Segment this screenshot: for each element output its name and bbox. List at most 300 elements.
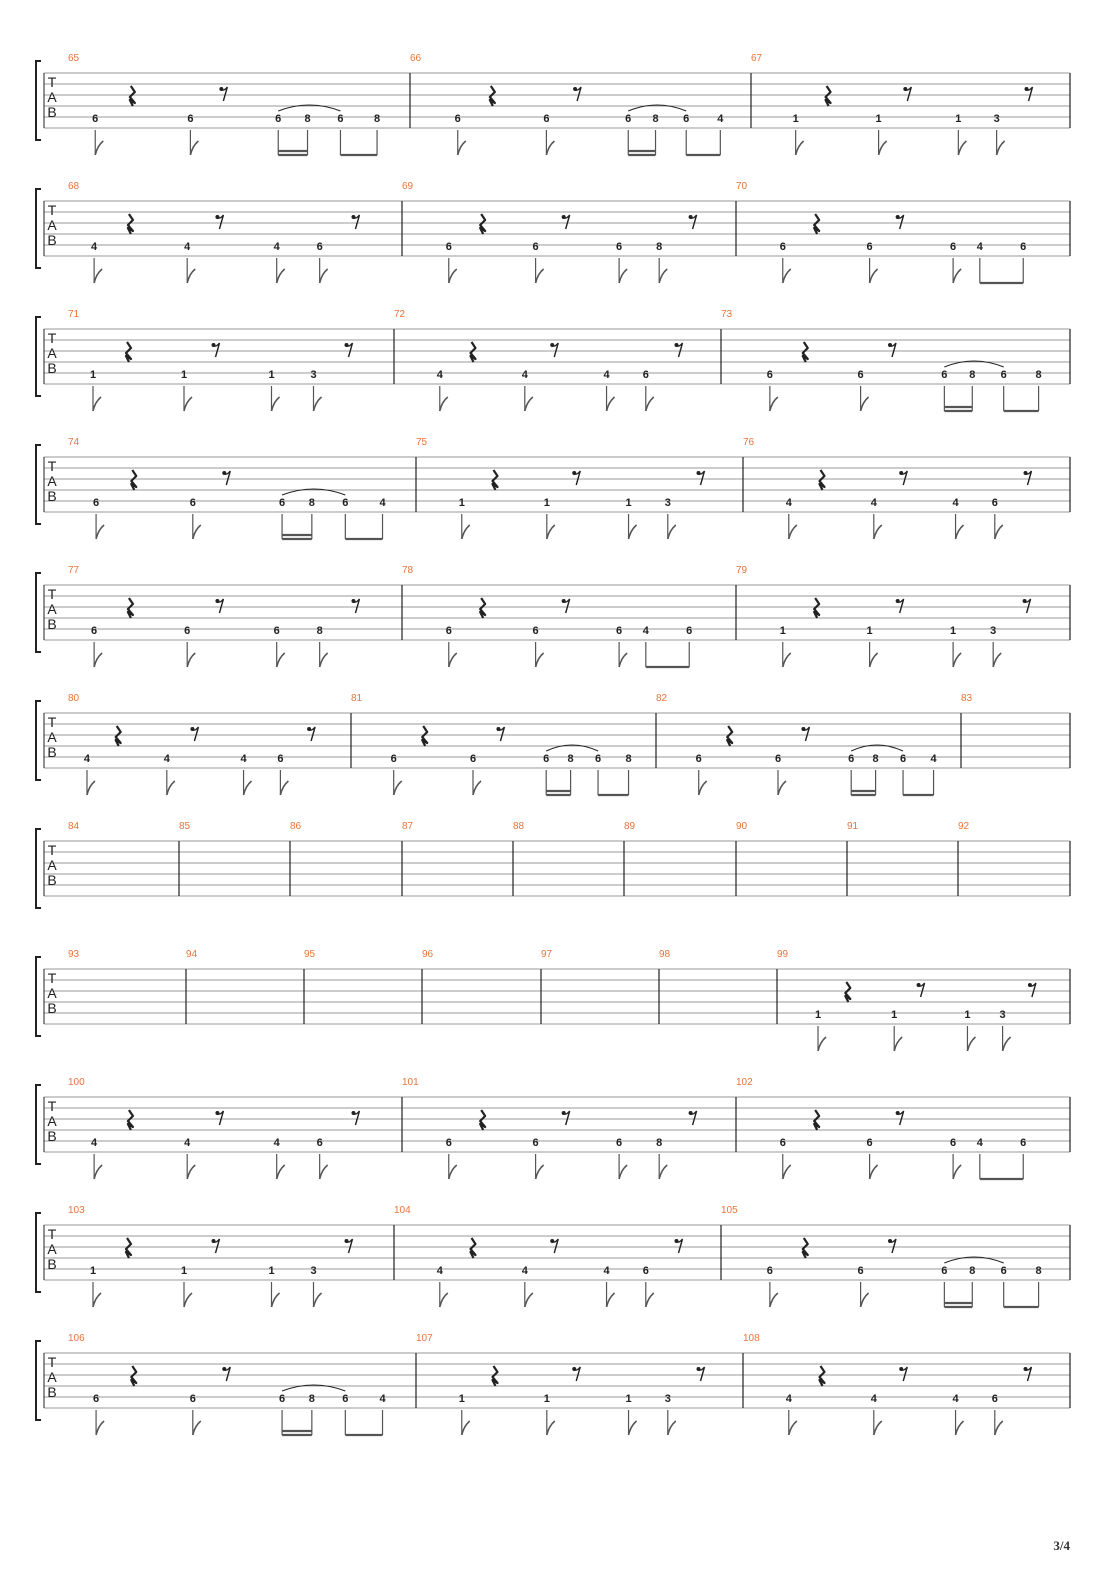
measure-number: 91 bbox=[847, 821, 859, 832]
measure-number: 76 bbox=[743, 437, 755, 448]
fret-number: 1 bbox=[543, 1393, 550, 1405]
measure-number: 100 bbox=[68, 1077, 85, 1088]
fret-number: 8 bbox=[625, 753, 632, 765]
note-flag bbox=[95, 141, 103, 155]
fret-number: 6 bbox=[532, 1137, 539, 1149]
quarter-rest bbox=[128, 214, 133, 234]
note-flag bbox=[796, 141, 804, 155]
fret-number: 3 bbox=[664, 497, 671, 509]
note-flag bbox=[93, 397, 101, 411]
note-flag bbox=[320, 269, 328, 283]
quarter-rest bbox=[826, 86, 831, 106]
fret-number: 3 bbox=[310, 1265, 317, 1277]
fret-number: 1 bbox=[543, 497, 550, 509]
measure-number: 101 bbox=[402, 1077, 419, 1088]
note-flag bbox=[314, 397, 322, 411]
fret-number: 6 bbox=[189, 1393, 196, 1405]
measure-number: 102 bbox=[736, 1077, 753, 1088]
fret-number: 1 bbox=[779, 625, 786, 637]
fret-number: 8 bbox=[308, 1393, 315, 1405]
note-flag bbox=[94, 653, 102, 667]
fret-number: 1 bbox=[268, 1265, 275, 1277]
measure bbox=[541, 949, 553, 960]
measure bbox=[394, 309, 682, 411]
fret-number: 6 bbox=[686, 625, 693, 637]
note-flag bbox=[770, 1293, 778, 1307]
tab-clef-letter: T bbox=[47, 586, 57, 602]
fret-number: 4 bbox=[379, 1393, 386, 1405]
measure-number: 108 bbox=[743, 1333, 760, 1344]
measure-number: 81 bbox=[351, 693, 363, 704]
quarter-rest bbox=[480, 1110, 485, 1130]
note-flag bbox=[462, 1421, 470, 1435]
note-flag bbox=[87, 781, 95, 795]
fret-number: 1 bbox=[458, 1393, 465, 1405]
fret-number: 4 bbox=[379, 497, 386, 509]
system-bracket bbox=[36, 445, 41, 524]
tab-clef-letter: B bbox=[47, 1128, 57, 1144]
tab-clef-letter: T bbox=[47, 1226, 57, 1242]
fret-number: 6 bbox=[93, 1393, 100, 1405]
measure bbox=[68, 437, 386, 539]
fret-number: 8 bbox=[969, 369, 976, 381]
fret-number: 1 bbox=[814, 1009, 822, 1021]
fret-number: 8 bbox=[652, 113, 659, 125]
tab-clef-letter: A bbox=[47, 601, 57, 617]
fret-number: 1 bbox=[625, 497, 632, 509]
measure bbox=[402, 181, 697, 283]
measure bbox=[402, 821, 414, 832]
fret-number: 3 bbox=[990, 625, 997, 637]
fret-number: 6 bbox=[342, 1393, 349, 1405]
fret-number: 4 bbox=[603, 369, 610, 381]
measure bbox=[351, 693, 632, 795]
system bbox=[36, 1077, 1070, 1179]
fret-number: 6 bbox=[616, 241, 623, 253]
measure-number: 99 bbox=[777, 949, 789, 960]
fret-number: 4 bbox=[952, 497, 959, 509]
fret-number: 6 bbox=[950, 241, 957, 253]
fret-number: 6 bbox=[275, 113, 282, 125]
measure bbox=[68, 309, 353, 411]
note-flag bbox=[187, 1165, 195, 1179]
fret-number: 1 bbox=[891, 1009, 898, 1021]
fret-number: 4 bbox=[976, 241, 983, 253]
tab-clef-letter: T bbox=[47, 970, 57, 986]
note-flag bbox=[547, 1421, 555, 1435]
note-flag bbox=[440, 397, 448, 411]
measure-number: 104 bbox=[394, 1205, 411, 1216]
fret-number: 6 bbox=[642, 1265, 649, 1277]
measure-number: 65 bbox=[68, 53, 80, 64]
fret-number: 6 bbox=[316, 241, 323, 253]
tab-clef-letter: B bbox=[47, 360, 57, 376]
fret-number: 4 bbox=[521, 1265, 528, 1277]
fret-number: 1 bbox=[875, 113, 882, 125]
note-flag bbox=[277, 269, 285, 283]
fret-number: 6 bbox=[445, 625, 452, 637]
tab-clef-letter: A bbox=[47, 857, 57, 873]
quarter-rest bbox=[470, 1238, 475, 1258]
tab-clef-letter: B bbox=[47, 872, 57, 888]
measure-number: 79 bbox=[736, 565, 748, 576]
fret-number: 6 bbox=[695, 753, 702, 765]
note-flag bbox=[546, 141, 554, 155]
fret-number: 8 bbox=[656, 1137, 663, 1149]
tab-clef-letter: A bbox=[47, 1241, 57, 1257]
note-flag bbox=[870, 653, 878, 667]
quarter-rest bbox=[126, 342, 131, 362]
quarter-rest bbox=[128, 598, 133, 618]
tab-clef-letter: T bbox=[47, 74, 57, 90]
quarter-rest bbox=[814, 598, 819, 618]
fret-number: 6 bbox=[991, 497, 998, 509]
note-flag bbox=[536, 1165, 544, 1179]
fret-number: 6 bbox=[543, 113, 550, 125]
note-flag bbox=[874, 1421, 882, 1435]
fret-number: 6 bbox=[866, 1137, 873, 1149]
quarter-rest bbox=[803, 1238, 808, 1258]
measure-number: 82 bbox=[656, 693, 668, 704]
fret-number: 4 bbox=[785, 1393, 792, 1405]
measure-number: 96 bbox=[422, 949, 434, 960]
measure bbox=[743, 437, 1031, 539]
fret-number: 8 bbox=[567, 753, 574, 765]
fret-number: 6 bbox=[390, 753, 397, 765]
tab-clef-letter: T bbox=[47, 1098, 57, 1114]
measure-number: 69 bbox=[402, 181, 414, 192]
measure-number: 72 bbox=[394, 309, 406, 320]
quarter-rest bbox=[422, 726, 427, 746]
fret-number: 3 bbox=[664, 1393, 671, 1405]
fret-number: 4 bbox=[976, 1137, 983, 1149]
quarter-rest bbox=[492, 1366, 497, 1386]
quarter-rest bbox=[480, 214, 485, 234]
system bbox=[36, 821, 1070, 908]
tab-clef-letter: B bbox=[47, 616, 57, 632]
note-flag bbox=[473, 781, 481, 795]
note-flag bbox=[1003, 1037, 1011, 1051]
note-flag bbox=[894, 1037, 902, 1051]
system bbox=[36, 309, 1070, 411]
measure bbox=[68, 53, 380, 155]
fret-number: 6 bbox=[616, 625, 623, 637]
measure bbox=[290, 821, 302, 832]
note-flag bbox=[953, 653, 961, 667]
note-flag bbox=[277, 1165, 285, 1179]
note-flag bbox=[699, 781, 707, 795]
fret-number: 4 bbox=[642, 625, 649, 637]
note-flag bbox=[668, 525, 676, 539]
measure bbox=[68, 181, 359, 283]
note-flag bbox=[184, 397, 192, 411]
note-flag bbox=[314, 1293, 322, 1307]
note-flag bbox=[449, 1165, 457, 1179]
fret-number: 1 bbox=[792, 113, 799, 125]
measure-number: 88 bbox=[513, 821, 525, 832]
fret-number: 1 bbox=[964, 1009, 971, 1021]
fret-number: 4 bbox=[184, 241, 191, 253]
fret-number: 4 bbox=[273, 1137, 280, 1149]
note-flag bbox=[193, 1421, 201, 1435]
system bbox=[36, 693, 1070, 795]
fret-number: 1 bbox=[180, 369, 188, 381]
fret-number: 6 bbox=[532, 241, 539, 253]
measure bbox=[721, 309, 1042, 411]
note-flag bbox=[607, 1293, 615, 1307]
fret-number: 1 bbox=[866, 625, 873, 637]
tab-clef-letter: A bbox=[47, 345, 57, 361]
quarter-rest bbox=[480, 598, 485, 618]
measure bbox=[68, 565, 359, 667]
note-flag bbox=[646, 1293, 654, 1307]
system bbox=[36, 1333, 1070, 1435]
tab-clef-letter: B bbox=[47, 744, 57, 760]
fret-number: 1 bbox=[89, 1265, 97, 1277]
measure-number: 105 bbox=[721, 1205, 738, 1216]
fret-number: 6 bbox=[941, 369, 948, 381]
fret-number: 6 bbox=[866, 241, 873, 253]
note-flag bbox=[440, 1293, 448, 1307]
measure bbox=[179, 821, 191, 832]
fret-number: 8 bbox=[373, 113, 381, 125]
system bbox=[36, 565, 1070, 667]
measure bbox=[394, 1205, 682, 1307]
fret-number: 1 bbox=[89, 369, 97, 381]
quarter-rest bbox=[845, 982, 850, 1002]
fret-number: 6 bbox=[779, 241, 786, 253]
fret-number: 6 bbox=[92, 113, 99, 125]
note-flag bbox=[818, 1037, 826, 1051]
measure bbox=[736, 821, 748, 832]
note-flag bbox=[525, 1293, 533, 1307]
fret-number: 6 bbox=[766, 1265, 773, 1277]
quarter-rest bbox=[490, 86, 495, 106]
measure bbox=[304, 949, 316, 960]
fret-number: 6 bbox=[1020, 241, 1027, 253]
system-bracket bbox=[36, 1341, 41, 1420]
note-flag bbox=[870, 269, 878, 283]
fret-number: 6 bbox=[616, 1137, 623, 1149]
measure bbox=[656, 693, 937, 795]
quarter-rest bbox=[116, 726, 121, 746]
fret-number: 8 bbox=[1035, 369, 1042, 381]
note-flag bbox=[956, 1421, 964, 1435]
fret-number: 6 bbox=[454, 113, 461, 125]
measure-number: 73 bbox=[721, 309, 733, 320]
fret-number: 1 bbox=[950, 625, 957, 637]
measure bbox=[402, 565, 692, 667]
system bbox=[36, 53, 1070, 155]
measure bbox=[721, 1205, 1042, 1307]
fret-number: 6 bbox=[899, 753, 907, 765]
fret-number: 4 bbox=[521, 369, 528, 381]
note-flag bbox=[861, 397, 869, 411]
fret-number: 6 bbox=[91, 625, 98, 637]
system-bracket bbox=[36, 957, 41, 1036]
fret-number: 1 bbox=[458, 497, 465, 509]
note-flag bbox=[874, 525, 882, 539]
note-flag bbox=[607, 397, 615, 411]
quarter-rest bbox=[819, 470, 824, 490]
tab-clef-letter: A bbox=[47, 89, 57, 105]
note-flag bbox=[958, 141, 966, 155]
tab-clef-letter: B bbox=[47, 1000, 57, 1016]
measure-number: 103 bbox=[68, 1205, 85, 1216]
fret-number: 6 bbox=[543, 753, 550, 765]
tab-clef-letter: A bbox=[47, 985, 57, 1001]
measure bbox=[736, 181, 1026, 283]
quarter-rest bbox=[814, 1110, 819, 1130]
note-flag bbox=[778, 781, 786, 795]
measure-number: 90 bbox=[736, 821, 748, 832]
tab-clef-letter: A bbox=[47, 1113, 57, 1129]
note-flag bbox=[167, 781, 175, 795]
measure bbox=[410, 53, 724, 155]
note-flag bbox=[783, 1165, 791, 1179]
fret-number: 4 bbox=[273, 241, 280, 253]
note-flag bbox=[193, 525, 201, 539]
system bbox=[36, 1205, 1070, 1307]
fret-number: 6 bbox=[184, 625, 191, 637]
measure bbox=[624, 821, 636, 832]
measure bbox=[422, 949, 434, 960]
measure bbox=[961, 693, 973, 704]
measure-number: 95 bbox=[304, 949, 316, 960]
note-flag bbox=[462, 525, 470, 539]
measure-number: 83 bbox=[961, 693, 973, 704]
measure bbox=[513, 821, 525, 832]
quarter-rest bbox=[819, 1366, 824, 1386]
system-bracket bbox=[36, 1085, 41, 1164]
measure-number: 97 bbox=[541, 949, 553, 960]
measure bbox=[68, 693, 315, 795]
fret-number: 6 bbox=[848, 753, 855, 765]
note-flag bbox=[184, 1293, 192, 1307]
measure bbox=[736, 1077, 1026, 1179]
fret-number: 6 bbox=[277, 753, 284, 765]
note-flag bbox=[547, 525, 555, 539]
tab-clef-letter: B bbox=[47, 488, 57, 504]
note-flag bbox=[956, 525, 964, 539]
system bbox=[36, 181, 1070, 283]
fret-number: 8 bbox=[969, 1265, 976, 1277]
note-flag bbox=[668, 1421, 676, 1435]
system-bracket bbox=[36, 61, 41, 140]
measure bbox=[416, 1333, 704, 1435]
measure-number: 92 bbox=[958, 821, 970, 832]
measure-number: 74 bbox=[68, 437, 80, 448]
fret-number: 4 bbox=[184, 1137, 191, 1149]
fret-number: 4 bbox=[240, 753, 247, 765]
page-number: 3/4 bbox=[1053, 1538, 1070, 1553]
fret-number: 6 bbox=[941, 1265, 948, 1277]
fret-number: 6 bbox=[774, 753, 782, 765]
note-flag bbox=[96, 1421, 104, 1435]
fret-number: 6 bbox=[189, 497, 196, 509]
note-flag bbox=[458, 141, 466, 155]
fret-number: 1 bbox=[955, 113, 962, 125]
quarter-rest bbox=[727, 726, 732, 746]
note-flag bbox=[449, 653, 457, 667]
note-flag bbox=[879, 141, 887, 155]
fret-number: 4 bbox=[163, 753, 170, 765]
fret-number: 6 bbox=[279, 497, 286, 509]
measure bbox=[402, 1077, 697, 1179]
system-bracket bbox=[36, 701, 41, 780]
measure-number: 85 bbox=[179, 821, 191, 832]
note-flag bbox=[272, 397, 280, 411]
note-flag bbox=[449, 269, 457, 283]
fret-number: 6 bbox=[93, 497, 100, 509]
measure bbox=[186, 949, 198, 960]
fret-number: 6 bbox=[1000, 369, 1007, 381]
fret-number: 8 bbox=[656, 241, 663, 253]
fret-number: 6 bbox=[950, 1137, 957, 1149]
measure bbox=[736, 565, 1031, 667]
note-flag bbox=[997, 141, 1005, 155]
note-flag bbox=[619, 653, 627, 667]
tab-clef-letter: A bbox=[47, 217, 57, 233]
system bbox=[36, 437, 1070, 539]
fret-number: 3 bbox=[999, 1009, 1006, 1021]
note-flag bbox=[272, 1293, 280, 1307]
fret-number: 1 bbox=[180, 1265, 188, 1277]
fret-number: 4 bbox=[952, 1393, 959, 1405]
measure-number: 86 bbox=[290, 821, 302, 832]
fret-number: 4 bbox=[436, 369, 443, 381]
fret-number: 6 bbox=[532, 625, 539, 637]
note-flag bbox=[861, 1293, 869, 1307]
fret-number: 6 bbox=[991, 1393, 998, 1405]
tab-clef-letter: A bbox=[47, 729, 57, 745]
note-flag bbox=[320, 653, 328, 667]
measure bbox=[68, 1077, 359, 1179]
fret-number: 3 bbox=[310, 369, 317, 381]
note-flag bbox=[953, 1165, 961, 1179]
fret-number: 4 bbox=[436, 1265, 443, 1277]
measure bbox=[751, 53, 1033, 155]
note-flag bbox=[967, 1037, 975, 1051]
measure bbox=[777, 949, 1036, 1051]
tab-clef-letter: A bbox=[47, 473, 57, 489]
quarter-rest bbox=[814, 214, 819, 234]
measure-number: 87 bbox=[402, 821, 414, 832]
fret-number: 4 bbox=[717, 113, 724, 125]
measure-number: 78 bbox=[402, 565, 414, 576]
system-bracket bbox=[36, 317, 41, 396]
measure-number: 66 bbox=[410, 53, 422, 64]
fret-number: 6 bbox=[625, 113, 632, 125]
fret-number: 4 bbox=[83, 753, 91, 765]
quarter-rest bbox=[470, 342, 475, 362]
measure bbox=[659, 949, 671, 960]
fret-number: 6 bbox=[642, 369, 649, 381]
fret-number: 1 bbox=[268, 369, 275, 381]
measure-number: 107 bbox=[416, 1333, 433, 1344]
fret-number: 4 bbox=[870, 497, 877, 509]
fret-number: 6 bbox=[342, 497, 349, 509]
measure-number: 94 bbox=[186, 949, 198, 960]
note-flag bbox=[783, 653, 791, 667]
measure bbox=[958, 821, 970, 832]
system bbox=[36, 949, 1070, 1051]
note-flag bbox=[659, 1165, 667, 1179]
fret-number: 1 bbox=[625, 1393, 632, 1405]
fret-number: 6 bbox=[316, 1137, 323, 1149]
quarter-rest bbox=[126, 1238, 131, 1258]
fret-number: 8 bbox=[1035, 1265, 1042, 1277]
